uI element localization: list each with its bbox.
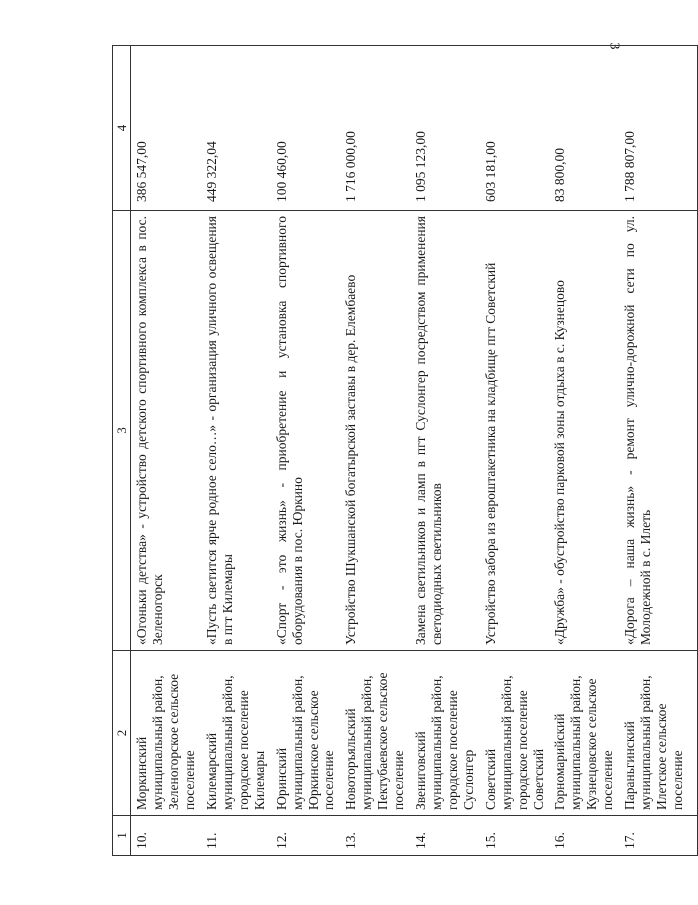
row-project: Устройство забора из евроштакетника на кладбище пгт Советский xyxy=(480,211,550,651)
row-number: 14. xyxy=(410,816,480,856)
row-number: 10. xyxy=(131,816,201,856)
row-project: Устройство Шукшанской богатырской заставы в дер. Елембаево xyxy=(340,211,410,651)
table-row xyxy=(549,46,619,856)
table-row xyxy=(131,46,201,856)
rotated-table-container xyxy=(112,46,685,856)
projects-table xyxy=(112,42,698,856)
row-project: «Дорога – наша жизнь» - ремонт улично-дорожной сети по ул. Молодежной в с. Илеть xyxy=(619,211,697,651)
row-municipality: Звениговский муниципальный район, городское поселение Суслонгер xyxy=(410,651,480,816)
row-amount: 100 460,00 xyxy=(271,46,341,211)
row-number: 13. xyxy=(340,816,410,856)
row-number: 17. xyxy=(619,816,697,856)
row-amount: 449 322,04 xyxy=(201,46,271,211)
row-number: 12. xyxy=(271,816,341,856)
row-municipality: Моркинский муниципальный район, Зеленогорское сельское поселение xyxy=(131,651,201,816)
table-header xyxy=(113,46,131,856)
table-row xyxy=(480,46,550,856)
row-project: «Пусть светится ярче родное село…» - организация уличного освещения в пгт Килемары xyxy=(201,211,271,651)
row-amount: 386 547,00 xyxy=(131,46,201,211)
row-municipality: Юринский муниципальный район, Юркинское сельское поселение xyxy=(271,651,341,816)
row-amount: 1 788 807,00 xyxy=(619,46,697,211)
row-number: 16. xyxy=(549,816,619,856)
row-number: 11. xyxy=(201,816,271,856)
row-municipality: Советский муниципальный район, городское поселение Советский xyxy=(480,651,550,816)
table-row xyxy=(340,46,410,856)
table-body xyxy=(131,46,697,856)
table-row xyxy=(410,46,480,856)
table-rotation xyxy=(112,46,685,856)
row-amount: 83 800,00 xyxy=(549,46,619,211)
row-amount: 1 716 000,00 xyxy=(340,46,410,211)
page-number: 3 xyxy=(606,42,622,50)
row-municipality: Горномарийский муниципальный район, Кузнецовское сельское поселение xyxy=(549,651,619,816)
row-project: «Дружба» - обустройство парковой зоны отдыха в с. Кузнецово xyxy=(549,211,619,651)
table-row xyxy=(619,46,697,856)
header-col-3: 3 xyxy=(113,211,131,651)
row-municipality: Параньгинский муниципальный район, Илетское сельское поселение xyxy=(619,651,697,816)
row-number: 15. xyxy=(480,816,550,856)
row-municipality: Новоторъяльский муниципальный район, Пектубаевское сельское поселение xyxy=(340,651,410,816)
header-col-1: 1 xyxy=(113,816,131,856)
row-amount: 1 095 123,00 xyxy=(410,46,480,211)
table-row xyxy=(271,46,341,856)
header-col-4: 4 xyxy=(113,46,131,211)
row-project: «Спорт - это жизнь» - приобретение и установка спортивного оборудования в пос. Юркино xyxy=(271,211,341,651)
row-project: Замена светильников и ламп в пгт Суслонгер посредством применения светодиодных светильников xyxy=(410,211,480,651)
row-amount: 603 181,00 xyxy=(480,46,550,211)
table-row xyxy=(201,46,271,856)
row-project: «Огоньки детства» - устройство детского спортивного комплекса в пос. Зеленогорск xyxy=(131,211,201,651)
header-col-2: 2 xyxy=(113,651,131,816)
row-municipality: Килемарский муниципальный район, городское поселение Килемары xyxy=(201,651,271,816)
